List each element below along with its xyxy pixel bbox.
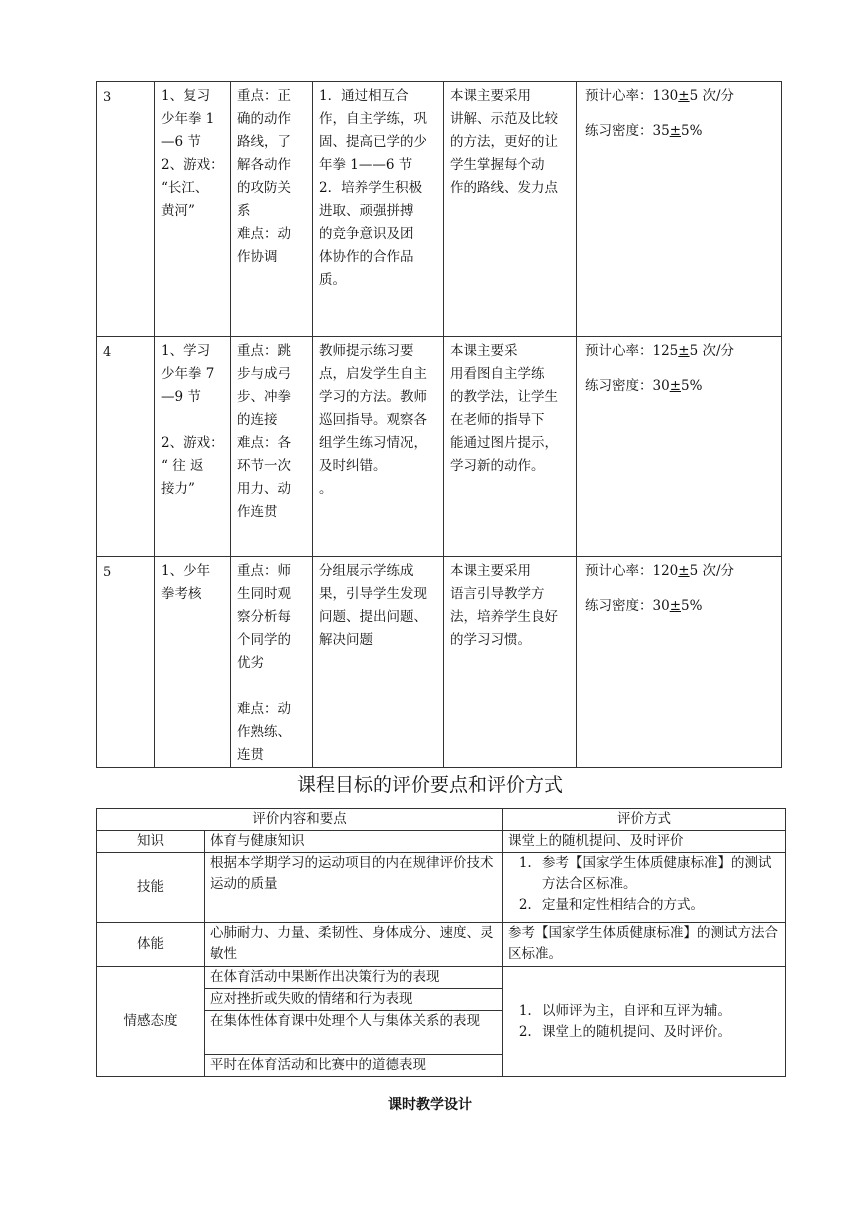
lesson-number: 3 (97, 82, 155, 337)
skill-content: 根据本学期学习的运动项目的内在规律评价技术运动的质量 (205, 853, 503, 923)
practice-density: 练习密度：30±5% (585, 598, 703, 614)
lesson-load (577, 82, 782, 337)
attitude-item: 在体育活动中果断作出决策行为的表现 (205, 967, 503, 989)
eval-header-content: 评价内容和要点 (97, 809, 503, 831)
knowledge-method: 课堂上的随机提问、及时评价 (503, 831, 786, 853)
attitude-method-item: 1. 以师评为主，自评和互评为辅。 (536, 1001, 780, 1022)
fitness-method: 参考【国家学生体质健康标准】的测试方法合区标准。 (503, 923, 786, 967)
lesson-content: 1、少年 拳考核 (155, 557, 231, 768)
skill-method-item: 1. 参考【国家学生体质健康标准】的测试方法合区标准。 (536, 853, 780, 895)
lesson-method: 本课主要采 用看图自主学练 的教学法，让学生 在老师的指导下 能通过图片提示， 学习新的动作。 (444, 337, 577, 557)
lesson-content: 1、复习 少年拳 1 —6 节 2、游戏： “长江、 黄河” (155, 82, 231, 337)
lesson-focus: 重点：师 生同时观 察分析每 个同学的 优劣 难点：动 作熟练、 连贯 (231, 557, 313, 768)
lesson-focus: 重点：跳 步与成弓 步、冲拳 的连接 难点：各 环节一次 用力、动 作连贯 (231, 337, 313, 557)
eval-header-method: 评价方式 (503, 809, 786, 831)
attitude-method-item: 2. 课堂上的随机提问、及时评价。 (536, 1022, 780, 1043)
lesson-method: 本课主要采用 语言引导教学方 法，培养学生良好 的学习习惯。 (444, 557, 577, 768)
lesson-number: 4 (97, 337, 155, 557)
lesson-focus: 重点：正 确的动作 路线，了 解各动作 的攻防关 系 难点：动 作协调 (231, 82, 313, 337)
practice-density: 练习密度：35±5% (585, 123, 703, 139)
practice-density: 练习密度：30±5% (585, 378, 703, 394)
lesson-load (577, 337, 782, 557)
evaluation-table (96, 808, 786, 1077)
lesson-design-title: 课时教学设计 (388, 1097, 472, 1113)
fitness-content: 心肺耐力、力量、柔韧性、身体成分、速度、灵敏性 (205, 923, 503, 967)
skill-method-item: 2. 定量和定性相结合的方式。 (536, 895, 780, 916)
fitness-label: 体能 (97, 923, 205, 967)
attitude-item: 在集体性体育课中处理个人与集体关系的表现 (205, 1011, 503, 1055)
attitude-item: 应对挫折或失败的情绪和行为表现 (205, 989, 503, 1011)
evaluation-title: 课程目标的评价要点和评价方式 (296, 774, 563, 796)
knowledge-label: 知识 (97, 831, 205, 853)
skill-method (503, 853, 786, 923)
heart-rate: 预计心率：120±5 次/分 (585, 563, 735, 579)
heart-rate: 预计心率：125±5 次/分 (585, 343, 735, 359)
lesson-plan-table (96, 81, 782, 768)
lesson-number: 5 (97, 557, 155, 768)
knowledge-content: 体育与健康知识 (205, 831, 503, 853)
lesson-method: 本课主要采用 讲解、示范及比较 的方法，更好的让 学生掌握每个动 作的路线、发力点 (444, 82, 577, 337)
lesson-row (97, 337, 782, 557)
attitude-item: 平时在体育活动和比赛中的道德表现 (205, 1055, 503, 1077)
lesson-row (97, 557, 782, 768)
attitude-label: 情感态度 (97, 967, 205, 1077)
attitude-method (503, 967, 786, 1077)
lesson-row (97, 82, 782, 337)
skill-label: 技能 (97, 853, 205, 923)
lesson-goals: 教师提示练习要 点，启发学生自主 学习的方法。教师 巡回指导。观察各 组学生练习情况， 及时纠错。 。 (313, 337, 444, 557)
lesson-goals: 1．通过相互合 作，自主学练，巩 固、提高已学的少 年拳 1——6 节 2．培养学生积极 进取、顽强拼搏 的竞争意识及团 体协作的合作品 质。 (313, 82, 444, 337)
lesson-goals: 分组展示学练成 果，引导学生发现 问题、提出问题、 解决问题 (313, 557, 444, 768)
heart-rate: 预计心率：130±5 次/分 (585, 88, 735, 104)
lesson-load (577, 557, 782, 768)
lesson-content: 1、学习 少年拳 7 —9 节 2、游戏： “ 往 返 接力” (155, 337, 231, 557)
